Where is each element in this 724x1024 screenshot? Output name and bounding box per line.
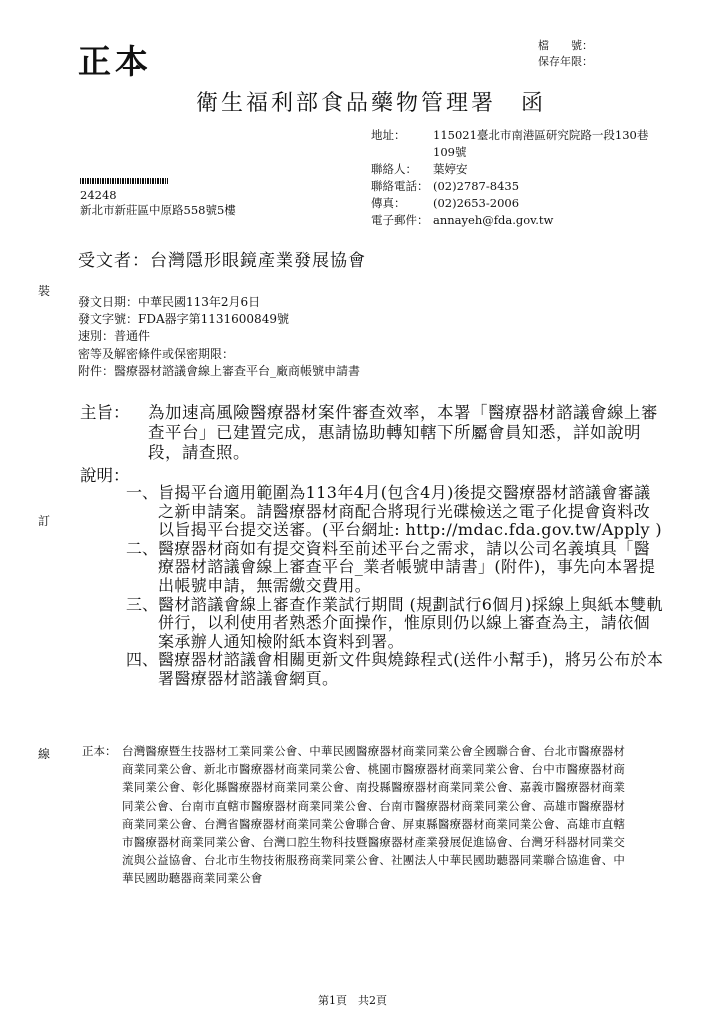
item-number: 一、 [125, 483, 158, 502]
email-address: annayeh@fda.gov.tw [433, 213, 554, 227]
explanation-title: 說明： [80, 466, 130, 485]
copies-recipients: 台灣醫療暨生技器材工業同業公會、中華民國醫療器材商業同業公會全國聯合會、台北市醫療器材商業同業公會、新北市醫療器材商業同業公會、桃園市醫療器材商業同業公會、台中市醫療器材商業同業公會、彰化縣醫療器材商業同業公會、南投縣醫療器材商業同業公會、嘉義市醫療器材商業同業公會、台南市直轄市醫療器材商業同業公會、台南市醫療器材商業同業公會、高雄市醫療器材商業同業公會、台灣省醫療器材商業同業公會聯合會、屏東縣醫療器材商業同業公會、高雄市直轄市醫療器材商業同業公會、台灣口腔生物科技暨醫療器材產業發展促進協會、台灣牙科器材同業交流與公益協會、台北市生物技術服務商業同業公會、社團法人中華民國助聽器同業聯合協進會、中華民國助聽器商業同業公會 [122, 744, 626, 886]
issuing-agency-title: 衛生福利部食品藥物管理署 函 [196, 91, 547, 116]
address-line1: 115021臺北市南港區研究院路一段130巷 [433, 128, 649, 142]
copies-label: 正本： [82, 744, 117, 758]
item-number: 三、 [125, 594, 158, 614]
delivery-speed: 速別：普通件 [78, 329, 151, 344]
copies-to-section [82, 742, 632, 888]
address-label: 地址： [371, 128, 406, 142]
address-line2: 109號 [433, 145, 467, 159]
postal-code: 24248 [80, 188, 117, 202]
contact-person-label: 聯絡人： [371, 162, 417, 176]
copy-type-stamp: 正本 [78, 42, 152, 81]
explanation-item [84, 540, 664, 596]
explanation-list [84, 484, 664, 689]
binding-mark-middle: 訂 [38, 514, 51, 528]
fax-number: (02)2653-2006 [433, 196, 520, 210]
subject-text: 為加速高風險醫療器材案件審查效率，本署「醫療器材諮議會線上審查平台」已建置完成，惠請協助轉知轄下所屬會員知悉，詳如說明段，請查照。 [148, 403, 658, 462]
attachment: 附件：醫療器材諮議會線上審查平台_廠商帳號申請書 [78, 363, 361, 378]
subject-label: 主旨： [80, 403, 130, 422]
item-text: 醫材諮議會線上審查作業試行期間 (規劃試行6個月)採線上與紙本雙軌併行，以利使用者熟悉介面操作，惟原則仍以線上審查為主，請依個案承辦人通知檢附紙本資料到署。 [158, 594, 663, 651]
recipient-line: 受文者：台灣隱形眼鏡產業發展協會 [78, 251, 366, 271]
retention-period-label: 保存年限： [538, 55, 593, 68]
page-number: 第1頁 共2頁 [318, 994, 387, 1007]
item-text: 醫療器材諮議會相關更新文件與燒錄程式(送件小幫手)，將另公布於本署醫療器材諮議會網頁。 [158, 650, 664, 688]
item-text: 醫療器材商如有提交資料至前述平台之需求，請以公司名義填具「醫療器材諮議會線上審查平台_業者帳號申請書」(附件)，事先向本署提出帳號申請，無需繳交費用。 [158, 538, 656, 595]
postal-barcode [80, 178, 168, 184]
contact-person: 葉婷安 [433, 162, 468, 176]
document-info [78, 294, 360, 380]
contact-block [371, 127, 648, 229]
item-text: 旨揭平台適用範圍為113年4月(包含4月)後提交醫療器材諮議會審議之新申請案。請醫療器材商配合將現行光碟檢送之電子化提會資料改以旨揭平台提交送審。(平台網址: http://mdac.fda.gov.tw/Apply ) [158, 483, 663, 540]
phone-number: (02)2787-8435 [433, 179, 520, 193]
binding-mark-top: 裝 [38, 284, 51, 298]
subject-section [80, 403, 660, 463]
postal-street-address: 新北市新莊區中原路558號5樓 [80, 203, 236, 217]
binding-mark-bottom: 線 [38, 747, 51, 761]
explanation-item [84, 484, 664, 540]
file-meta [538, 38, 593, 70]
fax-label: 傳真： [371, 196, 406, 210]
document-number: 發文字號：FDA器字第1131600849號 [78, 312, 289, 327]
item-number: 二、 [125, 538, 158, 558]
explanation-item [84, 651, 664, 688]
item-number: 四、 [125, 650, 158, 670]
email-label: 電子郵件： [371, 213, 429, 227]
recipient-postal-address [80, 188, 236, 218]
file-number-label: 檔 號： [538, 39, 593, 52]
issue-date: 發文日期：中華民國113年2月6日 [78, 295, 261, 309]
confidentiality: 密等及解密條件或保密期限： [78, 346, 235, 361]
explanation-item [84, 596, 664, 652]
phone-label: 聯絡電話： [371, 179, 429, 193]
